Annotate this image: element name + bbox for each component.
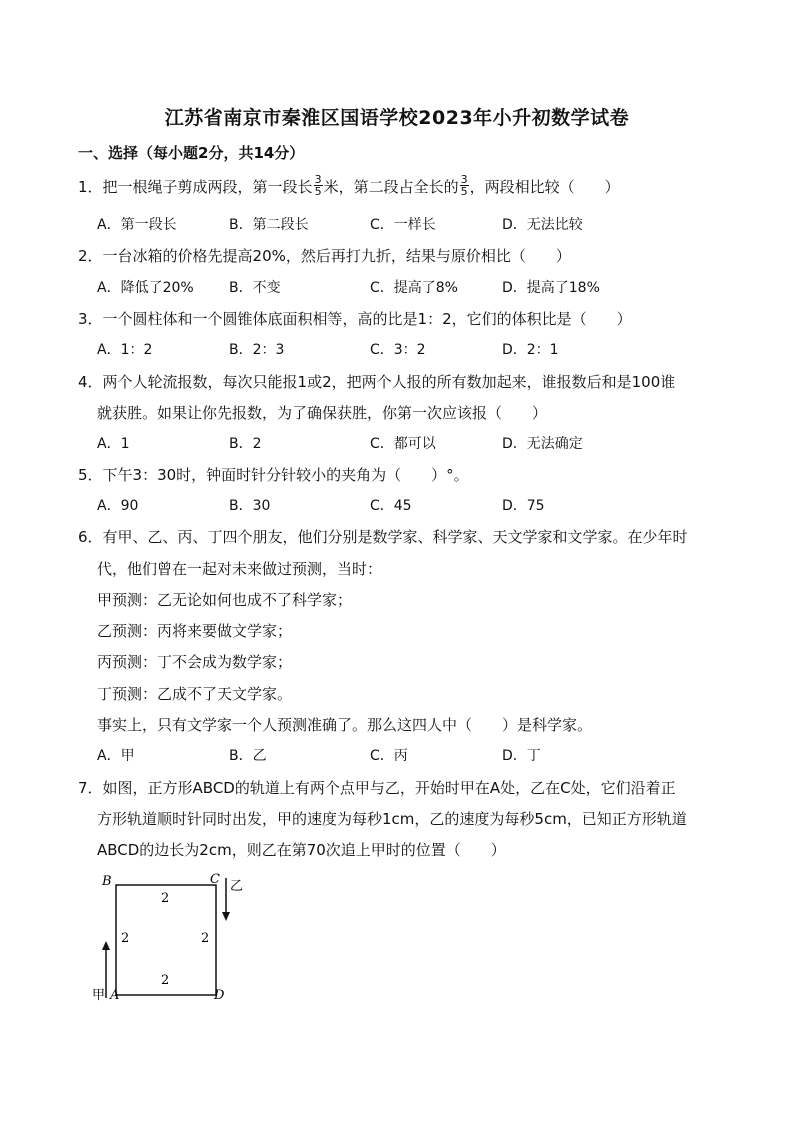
option-d[interactable]: D．丁 <box>502 748 541 764</box>
option-d[interactable]: D．无法确定 <box>502 436 583 452</box>
option-c[interactable]: C．提高了8% <box>370 280 458 296</box>
question-5: 5．下午3：30时，钟面时针分针较小的夹角为（ ）°。 <box>78 466 469 484</box>
option-d[interactable]: D．75 <box>502 498 545 514</box>
fraction-numerator: 3 <box>460 173 468 186</box>
option-a[interactable]: A．甲 <box>97 748 135 764</box>
fraction <box>460 174 469 197</box>
option-a[interactable]: A．1：2 <box>97 342 153 358</box>
vertex-b-label: B <box>102 874 112 889</box>
option-b[interactable]: B．第二段长 <box>229 217 309 233</box>
option-b[interactable]: B．乙 <box>229 748 267 764</box>
option-a[interactable]: A．降低了20% <box>97 280 194 296</box>
question-1 <box>78 173 620 199</box>
option-c[interactable]: C．45 <box>370 498 412 514</box>
yi-label: 乙 <box>230 879 244 894</box>
prediction-bing: 丙预测：丁不会成为数学家； <box>97 653 293 671</box>
section-heading: 一、选择（每小题2分，共14分） <box>78 144 305 162</box>
fraction-numerator: 3 <box>314 173 322 186</box>
question-6-line-1: 6．有甲、乙、丙、丁四个朋友，他们分别是数学家、科学家、天文学家和文学家。在少年时 <box>78 528 688 546</box>
option-a[interactable]: A．90 <box>97 498 139 514</box>
question-6-line-2: 代，他们曾在一起对未来做过预测，当时： <box>97 560 383 578</box>
option-a[interactable]: A．第一段长 <box>97 217 177 233</box>
fraction-denominator: 5 <box>314 185 322 198</box>
arrow-up-icon <box>102 941 110 950</box>
option-b[interactable]: B．不变 <box>229 280 281 296</box>
square-track-figure <box>88 868 248 1008</box>
question-7-line-1: 7．如图，正方形ABCD的轨道上有两个点甲与乙，开始时甲在A处，乙在C处，它们沿着正 <box>78 779 676 797</box>
question-number: 1． <box>78 178 103 196</box>
vertex-c-label: C <box>210 872 220 887</box>
question-3: 3．一个圆柱体和一个圆锥体底面积相等，高的比是1：2，它们的体积比是（ ） <box>78 310 632 328</box>
arrow-down-icon <box>222 912 230 921</box>
option-c[interactable]: C．3：2 <box>370 342 426 358</box>
fraction <box>314 174 323 197</box>
option-b[interactable]: B．30 <box>229 498 271 514</box>
option-b[interactable]: B．2：3 <box>229 342 285 358</box>
option-b[interactable]: B．2 <box>229 436 262 452</box>
option-c[interactable]: C．丙 <box>370 748 408 764</box>
question-7-line-3: ABCD的边长为2cm，则乙在第70次追上甲时的位置（ ） <box>97 841 506 859</box>
vertex-a-label: A <box>110 988 120 1003</box>
question-4-line-2: 就获胜。如果让你先报数，为了确保获胜，你第一次应该报（ ） <box>97 404 548 422</box>
fraction-denominator: 5 <box>460 185 468 198</box>
prediction-ding: 丁预测：乙成不了天文学家。 <box>97 685 293 703</box>
prediction-jia: 甲预测：乙无论如何也成不了科学家； <box>97 591 353 609</box>
question-6-line-3: 事实上，只有文学家一个人预测准确了。那么这四人中（ ）是科学家。 <box>97 716 593 734</box>
question-7-line-2: 方形轨道顺时针同时出发，甲的速度为每秒1cm，乙的速度为每秒5cm，已知正方形轨道 <box>97 810 687 828</box>
page-title: 江苏省南京市秦淮区国语学校2023年小升初数学试卷 <box>164 107 630 129</box>
question-text: 把一根绳子剪成两段，第一段长 <box>102 178 313 196</box>
question-4-line-1: 4．两个人轮流报数，每次只能报1或2，把两个人报的所有数加起来，谁报数后和是100谁 <box>78 373 676 391</box>
question-text: 米，第二段占全长的 <box>323 178 459 196</box>
side-length-right: 2 <box>201 931 210 946</box>
option-d[interactable]: D．2：1 <box>502 342 559 358</box>
option-d[interactable]: D．无法比较 <box>502 217 583 233</box>
side-length-top: 2 <box>161 891 170 906</box>
option-c[interactable]: C．一样长 <box>370 217 436 233</box>
option-a[interactable]: A．1 <box>97 436 130 452</box>
vertex-d-label: D <box>214 988 225 1003</box>
side-length-bottom: 2 <box>161 973 170 988</box>
option-d[interactable]: D．提高了18% <box>502 280 600 296</box>
square-diagram <box>88 868 248 1008</box>
prediction-yi: 乙预测：丙将来要做文学家； <box>97 622 293 640</box>
question-2: 2．一台冰箱的价格先提高20%，然后再打九折，结果与原价相比（ ） <box>78 247 571 265</box>
jia-label: 甲 <box>92 988 106 1003</box>
option-c[interactable]: C．都可以 <box>370 436 436 452</box>
question-text: ，两段相比较（ ） <box>469 178 620 196</box>
side-length-left: 2 <box>121 931 130 946</box>
